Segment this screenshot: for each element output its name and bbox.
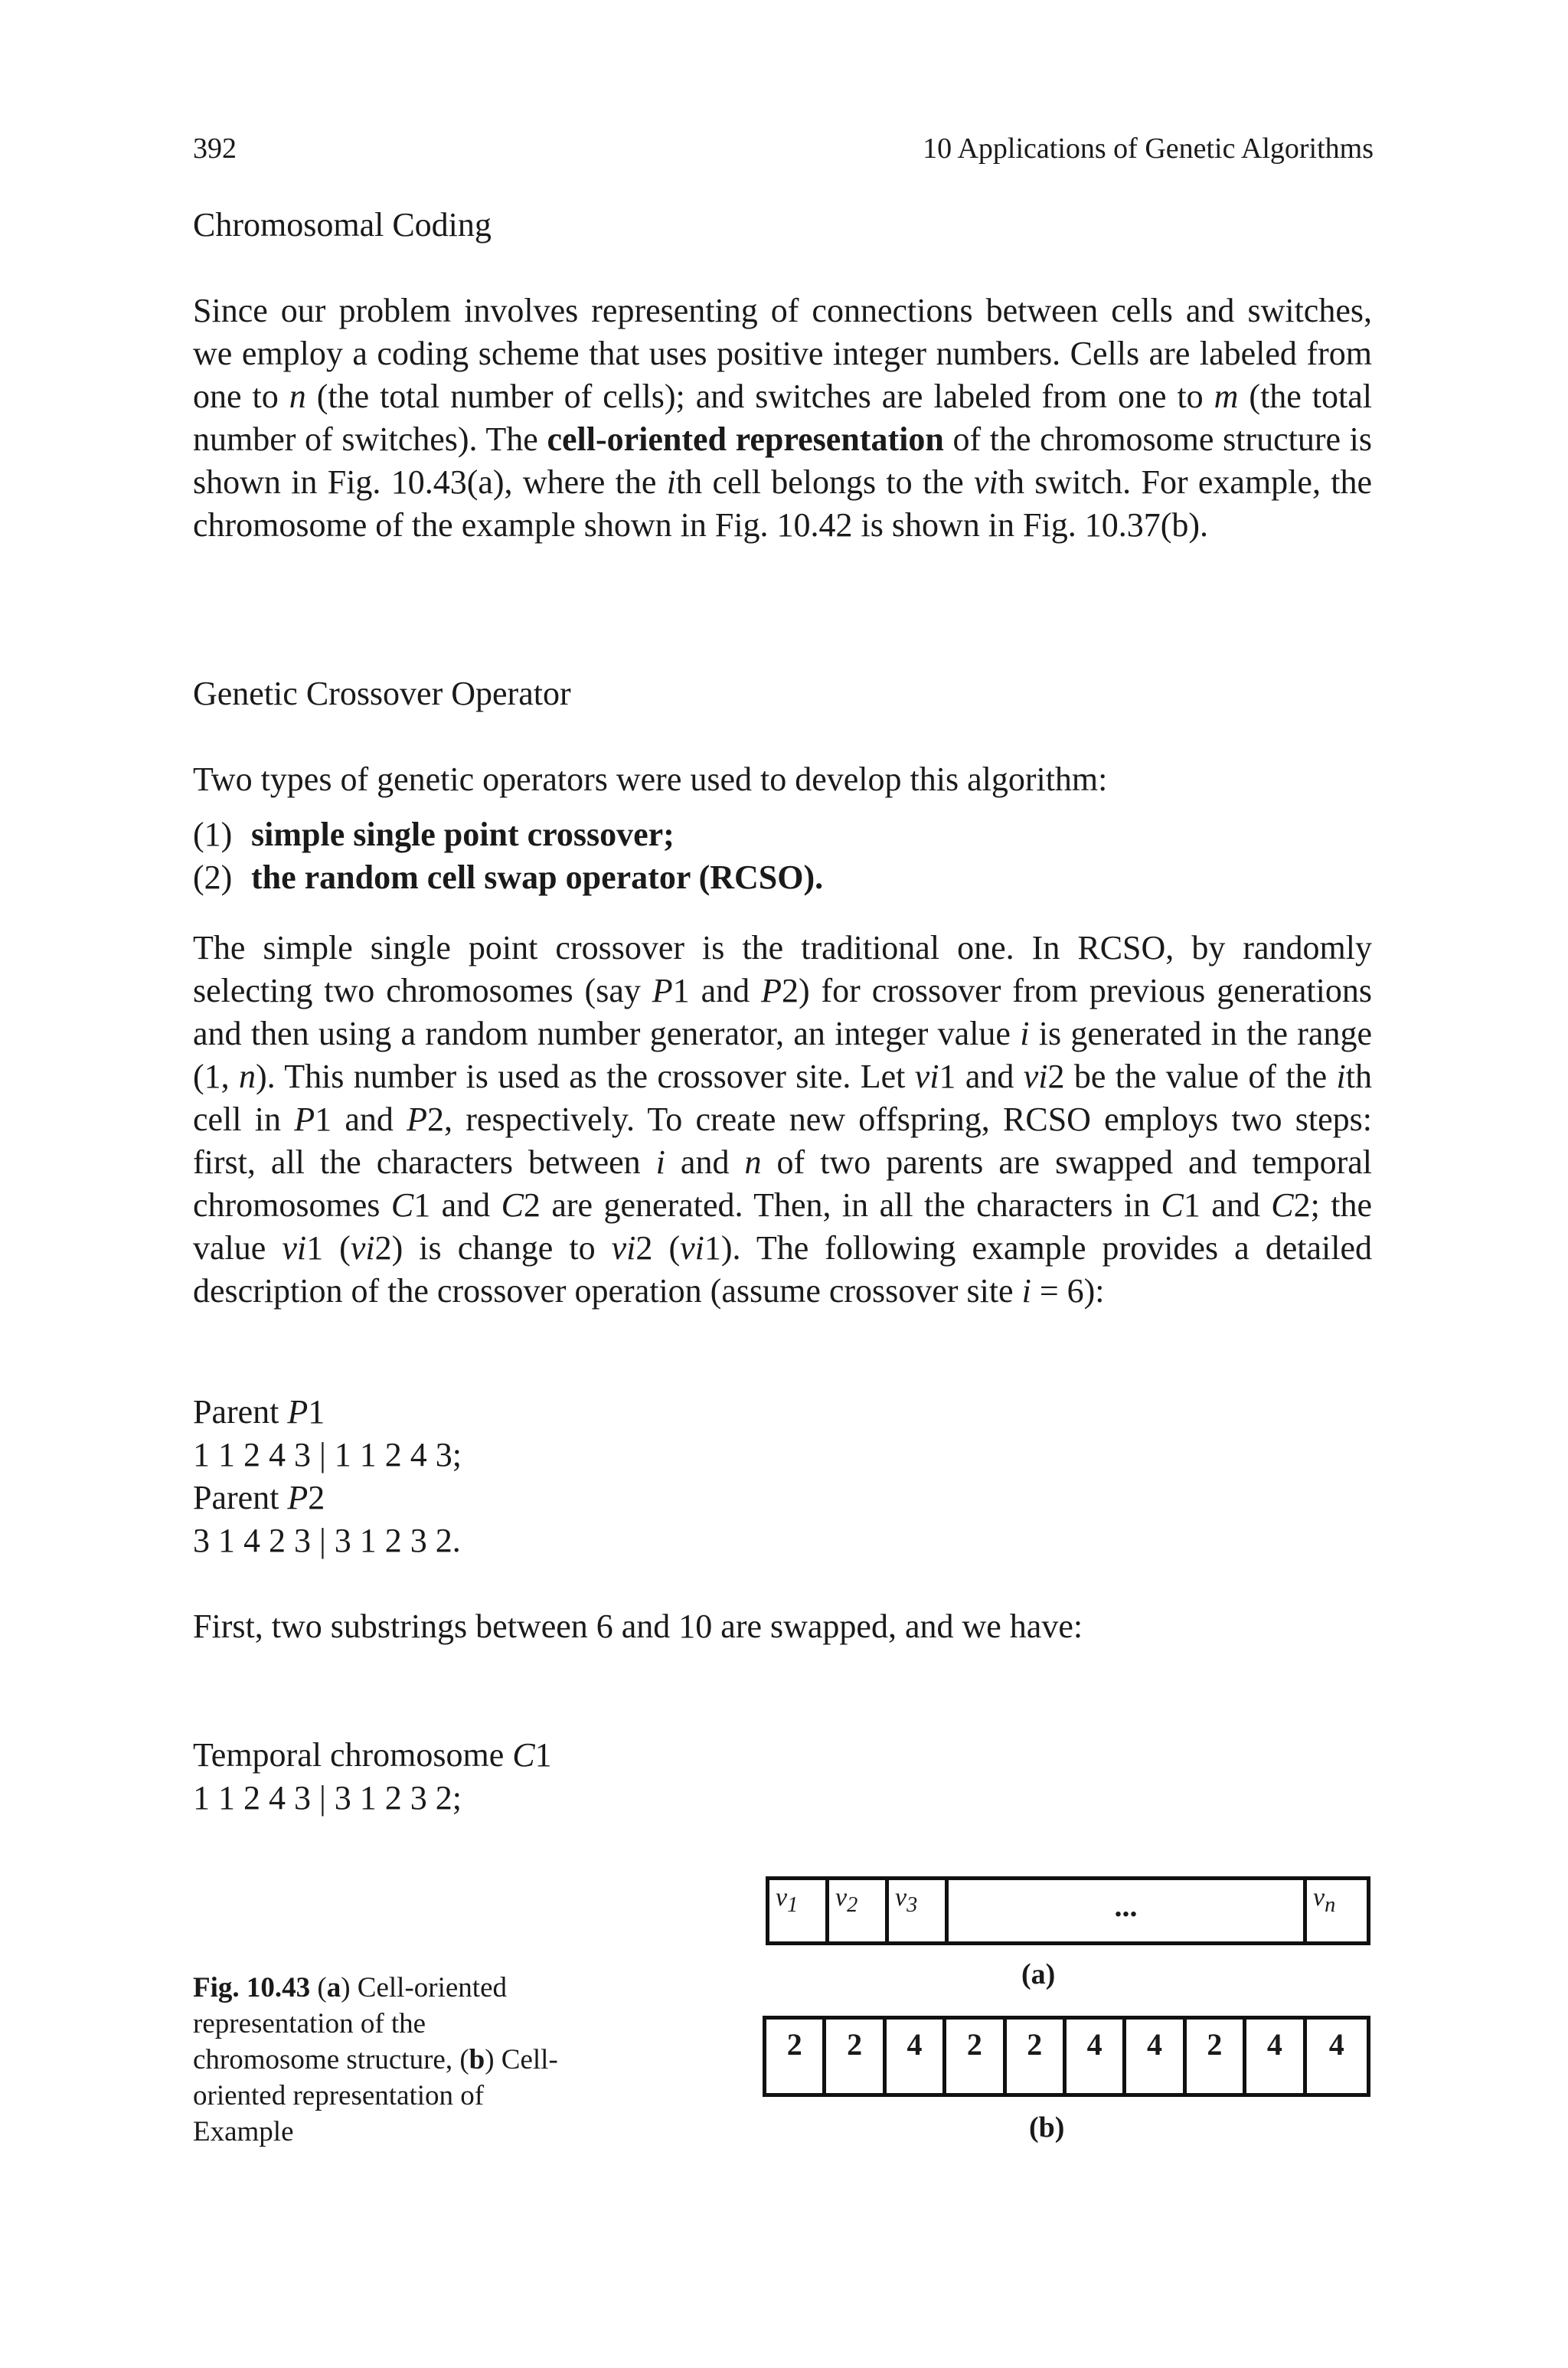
cell-v1: $v_1$ bbox=[769, 1880, 829, 1941]
cell-vn: $v_n$ bbox=[1313, 1883, 1336, 1917]
figure-label-b: (b) bbox=[1029, 2111, 1065, 2144]
cell-value: 4 bbox=[887, 2020, 946, 2093]
list-item: (1) simple single point crossover; bbox=[193, 816, 675, 853]
section-heading-chromosomal-coding: Chromosomal Coding bbox=[193, 206, 492, 244]
paragraph-intro: Two types of genetic operators were used to develop this algorithm: bbox=[193, 760, 1108, 798]
cell-value: 4 bbox=[1246, 2020, 1306, 2093]
cell-value: 2 bbox=[766, 2020, 826, 2093]
section-heading-genetic-crossover: Genetic Crossover Operator bbox=[193, 675, 571, 712]
temporal-chromosome-string: 1 1 2 4 3 | 3 1 2 3 2; bbox=[193, 1779, 462, 1817]
parent-2-string: 3 1 4 2 3 | 3 1 2 3 2. bbox=[193, 1522, 461, 1559]
paragraph-rcso-description: The simple single point crossover is the traditional one. In RCSO, by randomly selecting two chromosomes (say P1 and P2) for crossover from previous generations and then using a random number generator, an integer value i is generated in the range (1, n). This number is used as the crossover site. Let vi1 and vi2 be the value of the ith cell in P1 and P2, respectively. To create new offspring, RCSO employs two steps: first, all the characters between i and n of two parents are swapped and temporal chromosomes C1 and C2 are generated. Then, in all the characters in C1 and C2; the value vi1 (vi2) is change to vi2 (vi1). The following example provides a detailed description of the crossover operation (assume crossover site i = 6): bbox=[193, 929, 1373, 1310]
cell-value: 2 bbox=[826, 2020, 886, 2093]
cell-value: 2 bbox=[946, 2020, 1006, 2093]
parent-1-label: Parent P1 bbox=[193, 1393, 325, 1431]
cell-value: 4 bbox=[1328, 2027, 1344, 2062]
swap-sentence: First, two substrings between 6 and 10 are swapped, and we have: bbox=[193, 1608, 1083, 1645]
figure-row-a bbox=[766, 1876, 1370, 1945]
figure-caption: Fig. 10.43 (a) Cell-oriented representation of the chromosome structure, (b) Cell-oriented representation of Example bbox=[193, 1972, 558, 2147]
figure-label-a: (a) bbox=[1021, 1958, 1056, 1990]
figure-row-b bbox=[763, 2016, 1370, 2097]
parent-2-label: Parent P2 bbox=[193, 1479, 325, 1516]
temporal-chromosome-label: Temporal chromosome C1 bbox=[193, 1736, 552, 1774]
page-number: 392 bbox=[193, 132, 237, 165]
cell-value: 4 bbox=[1126, 2020, 1186, 2093]
cell-value: 2 bbox=[1187, 2020, 1246, 2093]
parent-1-string: 1 1 2 4 3 | 1 1 2 4 3; bbox=[193, 1436, 462, 1473]
running-title: 10 Applications of Genetic Algorithms bbox=[923, 132, 1374, 165]
list-item: (2) the random cell swap operator (RCSO). bbox=[193, 859, 824, 896]
paragraph-chromosomal-coding: Since our problem involves representing of connections between cells and switches, we employ a coding scheme that uses positive integer numbers. Cells are labeled from one to n (the total number of cells); and switches are labeled from one to m (the total number of switches). The cell-oriented representation of the chromosome structure is shown in Fig. 10.43(a), where the ith cell belongs to the vith switch. For example, the chromosome of the example shown in Fig. 10.42 is shown in Fig. 10.37(b). bbox=[193, 292, 1373, 544]
cell-ellipsis: ... bbox=[949, 1880, 1307, 1941]
cell-value: 4 bbox=[1067, 2020, 1126, 2093]
cell-v2: $v_2$ bbox=[829, 1880, 889, 1941]
cell-value: 2 bbox=[1007, 2020, 1067, 2093]
cell-v3: $v_3$ bbox=[889, 1880, 949, 1941]
